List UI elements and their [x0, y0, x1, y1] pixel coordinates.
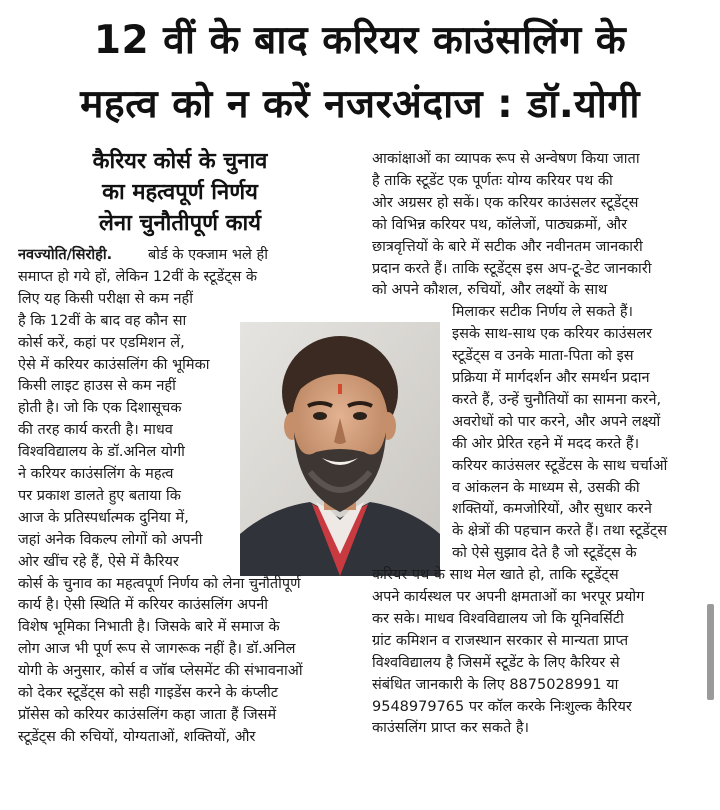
right-column-line: इसके साथ-साथ एक करियर काउंसलर	[452, 326, 653, 343]
headline-line-2: महत्व को न करें नजरअंदाज : डॉ.योगी	[80, 82, 640, 127]
right-column-line: अवरोधों को पार करने, और अपने लक्ष्यों	[452, 413, 661, 430]
right-column-line: व आंकलन के माध्यम से, उसकी की	[452, 479, 640, 496]
subheadline-line-2: का महत्वपूर्ण निर्णय	[102, 180, 258, 205]
right-column-line: को ऐसे सुझाव देते है जो स्टूडेंट्स के	[452, 545, 637, 562]
right-column-line: स्टूडेंट्स व उनके माता-पिता को इस	[452, 348, 634, 365]
author-photo	[240, 322, 440, 576]
left-column-line: जहां अनेक विकल्प लोगों को अपनी	[18, 531, 203, 548]
right-column-line: काउंसलिंग प्राप्त कर सकते है।	[372, 720, 530, 737]
right-column-line: प्रदान करते हैं। ताकि स्टूडेंट्स इस अप-टू-डेट जानकारी	[372, 260, 652, 277]
right-column-line: ओर अग्रसर हो सकें। एक करियर काउंसलर स्टूडेंट्स	[372, 194, 639, 211]
right-column-line: करियर पथ के साथ मेल खाते हो, ताकि स्टूडेंट्स	[372, 567, 619, 584]
left-column-line: आज के प्रतिस्पर्धात्मक दुनिया में,	[18, 509, 189, 526]
left-column-line: विश्वविद्यालय के डॉ.अनिल योगी	[18, 444, 185, 461]
subheadline-line-1: कैरियर कोर्स के चुनाव	[92, 149, 268, 174]
left-column-line: स्टूडेंट्स की रुचियों, योग्यताओं, शक्तियों, और	[18, 728, 256, 745]
right-column-line: है ताकि स्टूडेंट एक पूर्णतः योग्य करियर पथ की	[372, 172, 613, 189]
left-column-line: प्रॉसेस को करियर काउंसलिंग कहा जाता हैं जिसमें	[18, 706, 277, 723]
page-edge-mark	[707, 604, 714, 700]
left-column-line: को देकर स्टूडेंट्स को सही गाइडेंस करने के कंप्लीट	[18, 685, 279, 701]
left-column-line: पर प्रकाश डालते हुए बताया कि	[18, 487, 181, 504]
left-column-line: की तरह कार्य करती है। माधव	[18, 422, 173, 439]
left-column-line: विशेष भूमिका निभाती है। जिसके बारे में समाज के	[18, 619, 280, 636]
right-column-line: की ओर प्रेरित रहने में मदद करते हैं।	[452, 435, 640, 452]
right-column-line: मिलाकर सटीक निर्णय ले सकते हैं।	[452, 304, 634, 321]
left-column-line: ओर खींच रहे हैं, ऐसे में कैरियर	[18, 553, 179, 570]
subheadline-line-3: लेना चुनौतीपूर्ण कार्य	[98, 211, 261, 236]
right-column-line: को विभिन्न करियर पथ, कॉलेजों, पाठ्यक्रमों, और	[372, 216, 627, 233]
portrait-image	[240, 322, 440, 576]
right-column-line: ग्रांट कमिशन व राजस्थान सरकार से मान्यता प्राप्त	[372, 632, 629, 649]
right-column-line: के क्षेत्रों की पहचान करते हैं। तथा स्टूडेंट्स	[452, 523, 668, 540]
right-column-line: करते हैं, उन्हें चुनौतियों का सामना करने,	[452, 391, 662, 408]
headline-line-1: 12 वीं के बाद करियर काउंसलिंग के	[93, 18, 627, 63]
dateline: नवज्योति/सिरोही.	[18, 247, 113, 263]
right-column-line: शक्तियों, कमजोरियों, और सुधार करने	[452, 501, 652, 518]
left-column-line: है कि 12वीं के बाद वह कौन सा	[18, 312, 187, 329]
left-column-line: योगी के अनुसार, कोर्स व जॉब प्लेसमेंट की संभावनाओं	[18, 663, 303, 680]
left-column-line: कोर्स के चुनाव का महत्वपूर्ण निर्णय को लेना चुनौतीपूर्ण	[18, 575, 301, 592]
right-column-line: छात्रवृत्तियों के बारे में सटीक और नवीनतम जानकारी	[372, 238, 643, 255]
right-column-line: विश्वविद्यालय है जिसमें स्टूडेंट के लिए कैरियर से	[372, 654, 620, 671]
left-column-line: ने करियर काउंसलिंग के महत्व	[18, 466, 174, 482]
right-column-line: संबंधित जानकारी के लिए 8875028991 या	[372, 676, 619, 693]
left-column-line: होती है। जो कि एक दिशासूचक	[18, 400, 182, 417]
left-column-line: ऐसे में करियर काउंसलिंग की भूमिका	[18, 356, 210, 373]
right-column-line: प्रक्रिया में मार्गदर्शन और समर्थन प्रदान	[452, 370, 650, 386]
left-column-line: कोर्स करें, कहां पर एडमिशन लें,	[18, 334, 185, 351]
right-column-line: कर सके। माधव विश्वविद्यालय जो कि यूनिवर्सिटी	[372, 610, 624, 627]
right-column-line: 9548979765 पर कॉल करके निःशुल्क कैरियर	[372, 698, 632, 715]
right-column-line: आकांक्षाओं का व्यापक रूप से अन्वेषण किया जाता	[372, 151, 640, 167]
left-column-line: किसी लाइट हाउस से कम नहीं	[18, 378, 176, 395]
right-column-line: को अपने कौशल, रुचियों, और लक्ष्यों के साथ	[372, 282, 608, 299]
left-column-line: समाप्त हो गये हों, लेकिन 12वीं के स्टूडेंट्स के	[18, 268, 258, 285]
left-column-line: कार्य है। ऐसी स्थिति में करियर काउंसलिंग अपनी	[18, 597, 269, 614]
left-column-line: बोर्ड के एक्जाम भले ही	[148, 247, 268, 263]
right-column-line: करियर काउंसलर स्टूडेंटस के साथ चर्चाओं	[452, 457, 668, 474]
left-column-line: लोग आज भी पूर्ण रूप से जागरूक नहीं है। डॉ.अनिल	[18, 641, 296, 658]
left-column-line: लिए यह किसी परीक्षा से कम नहीं	[18, 290, 194, 307]
right-column-line: अपने कार्यस्थल पर अपनी क्षमताओं का भरपूर प्रयोग	[372, 589, 645, 605]
